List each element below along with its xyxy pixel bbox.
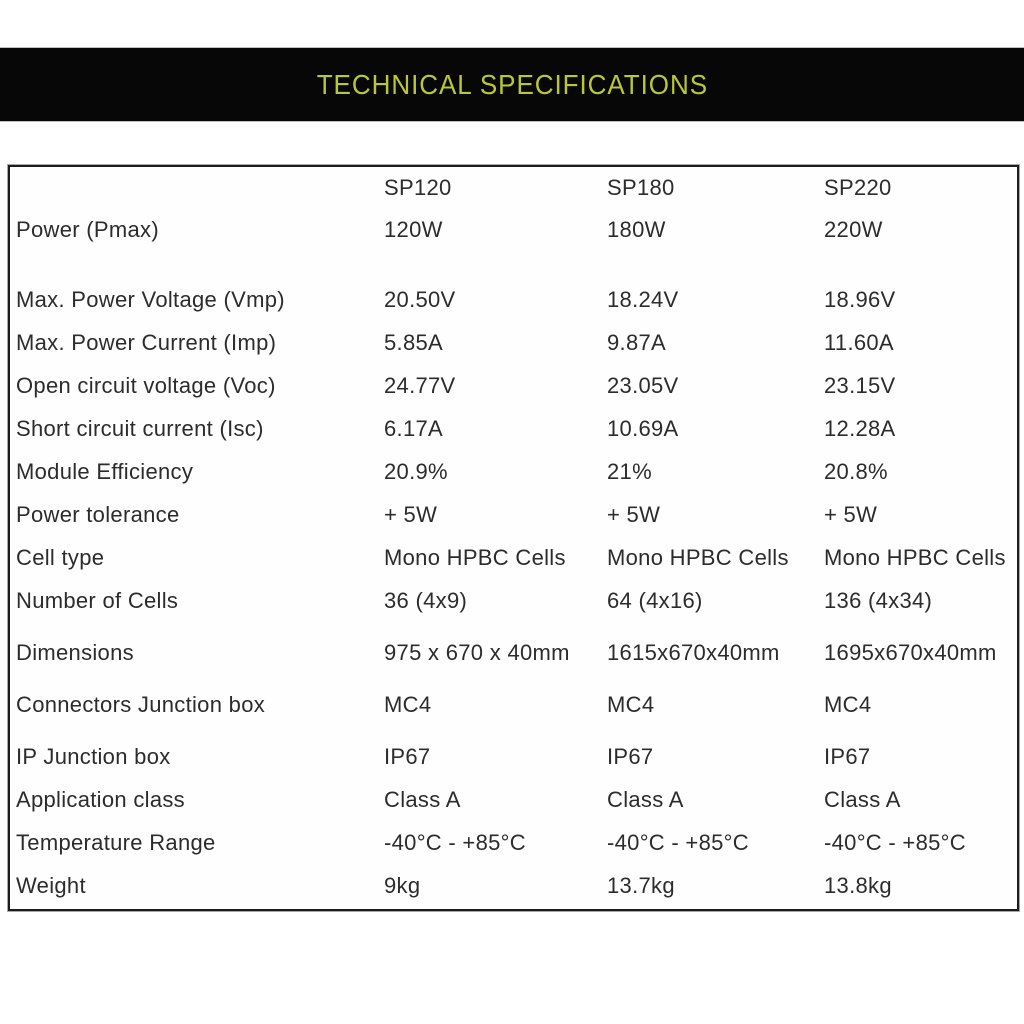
cell-value: 11.60A: [824, 329, 894, 355]
row-label: Module Efficiency: [16, 458, 194, 484]
cell-value: + 5W: [824, 501, 878, 527]
row-label: Open circuit voltage (Voc): [16, 372, 276, 398]
table-row: [16, 579, 1017, 622]
row-label: Dimensions: [16, 639, 134, 665]
table-row: [16, 364, 1017, 407]
cell-value: 36 (4x9): [384, 587, 468, 613]
spec-table: [8, 165, 1019, 911]
table-row: [16, 407, 1017, 450]
cell-value: 64 (4x16): [607, 587, 703, 613]
column-header-sp180: SP180: [607, 175, 675, 201]
table-row: [16, 683, 1017, 726]
row-label: Max. Power Voltage (Vmp): [16, 286, 285, 312]
cell-value: Class A: [607, 786, 684, 812]
cell-value: 1615x670x40mm: [607, 639, 780, 665]
cell-value: 20.9%: [384, 458, 448, 484]
row-label: Power (Pmax): [16, 217, 159, 243]
cell-value: Mono HPBC Cells: [384, 544, 566, 570]
table-row: [16, 864, 1017, 907]
row-label: Number of Cells: [16, 587, 179, 613]
cell-value: MC4: [384, 691, 432, 717]
page-title: TECHNICAL SPECIFICATIONS: [316, 68, 708, 100]
table-row: [16, 209, 1017, 251]
cell-value: 18.96V: [824, 286, 896, 312]
cell-value: 21%: [607, 458, 652, 484]
table-section-gap: [16, 622, 1017, 631]
cell-value: 975 x 670 x 40mm: [384, 639, 570, 665]
table-row: [16, 321, 1017, 364]
cell-value: MC4: [824, 691, 872, 717]
cell-value: 10.69A: [607, 415, 679, 441]
cell-value: Class A: [384, 786, 461, 812]
title-bar: [0, 47, 1024, 122]
cell-value: + 5W: [607, 501, 661, 527]
cell-value: 20.50V: [384, 286, 456, 312]
table-row: [16, 536, 1017, 579]
cell-value: -40°C - +85°C: [607, 829, 749, 855]
table-row: [16, 278, 1017, 321]
row-label: Application class: [16, 786, 185, 812]
cell-value: 23.15V: [824, 372, 896, 398]
cell-value: -40°C - +85°C: [824, 829, 966, 855]
cell-value: MC4: [607, 691, 655, 717]
table-row: [16, 735, 1017, 778]
row-label: Power tolerance: [16, 501, 180, 527]
cell-value: 23.05V: [607, 372, 679, 398]
row-label: Max. Power Current (Imp): [16, 329, 277, 355]
cell-value: IP67: [607, 743, 654, 769]
cell-value: 6.17A: [384, 415, 443, 441]
cell-value: 136 (4x34): [824, 587, 933, 613]
cell-value: 1695x670x40mm: [824, 639, 997, 665]
row-label: Weight: [16, 872, 86, 898]
row-label: Connectors Junction box: [16, 691, 266, 717]
row-label: Temperature Range: [16, 829, 216, 855]
table-section-gap: [16, 726, 1017, 735]
row-label: Short circuit current (Isc): [16, 415, 264, 441]
table-row: [16, 778, 1017, 821]
cell-value: Mono HPBC Cells: [824, 544, 1006, 570]
cell-value: 18.24V: [607, 286, 679, 312]
cell-value: Mono HPBC Cells: [607, 544, 789, 570]
cell-value: IP67: [824, 743, 871, 769]
cell-value: 120W: [384, 217, 443, 243]
cell-value: 9.87A: [607, 329, 666, 355]
cell-value: -40°C - +85°C: [384, 829, 526, 855]
cell-value: IP67: [384, 743, 431, 769]
table-header-row: [16, 167, 1017, 209]
row-label: Cell type: [16, 544, 105, 570]
cell-value: 9kg: [384, 872, 421, 898]
column-header-sp120: SP120: [384, 175, 452, 201]
column-header-sp220: SP220: [824, 175, 892, 201]
cell-value: 12.28A: [824, 415, 896, 441]
cell-value: 220W: [824, 217, 883, 243]
table-row: [16, 821, 1017, 864]
row-label: IP Junction box: [16, 743, 171, 769]
table-section-gap: [16, 674, 1017, 683]
cell-value: 13.8kg: [824, 872, 892, 898]
table-row: [16, 493, 1017, 536]
cell-value: + 5W: [384, 501, 438, 527]
table-row: [16, 450, 1017, 493]
cell-value: Class A: [824, 786, 901, 812]
cell-value: 180W: [607, 217, 666, 243]
cell-value: 24.77V: [384, 372, 456, 398]
table-row: [16, 631, 1017, 674]
cell-value: 20.8%: [824, 458, 888, 484]
table-section-gap: [16, 251, 1017, 278]
cell-value: 5.85A: [384, 329, 443, 355]
cell-value: 13.7kg: [607, 872, 675, 898]
